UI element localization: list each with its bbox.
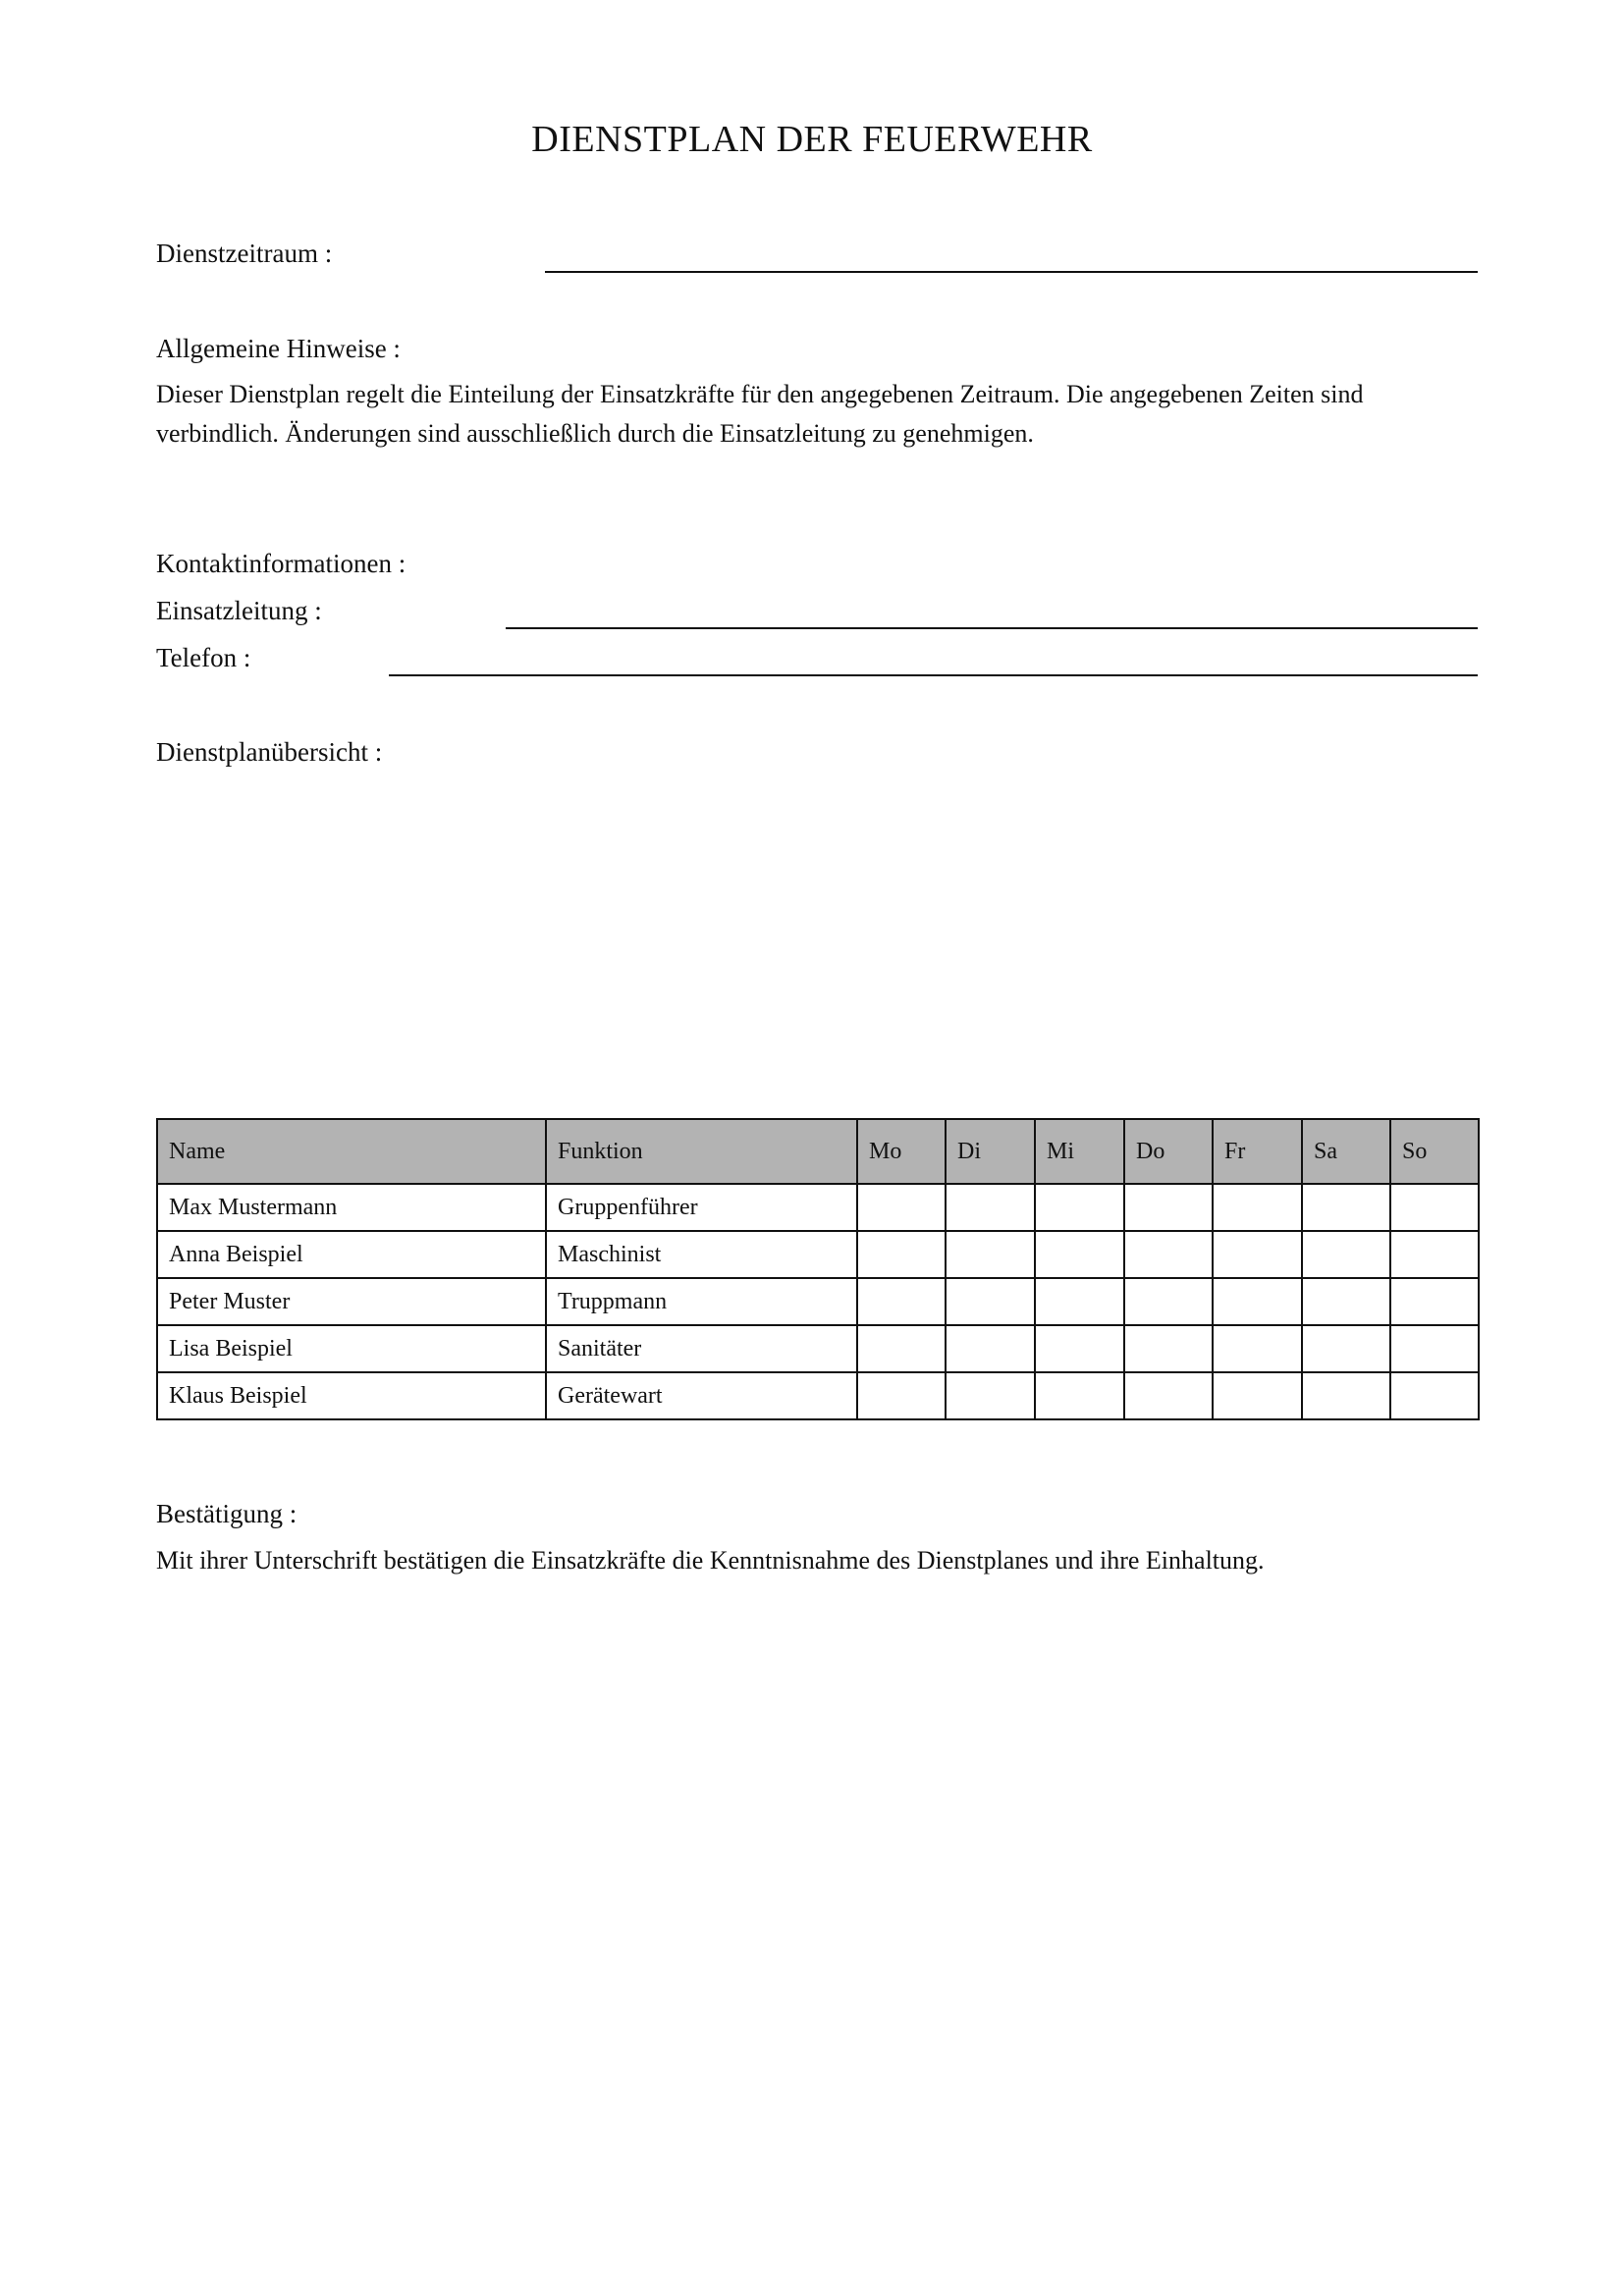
einsatzleitung-field[interactable] [506, 627, 1478, 629]
cell-di[interactable] [946, 1278, 1035, 1325]
cell-funktion: Sanitäter [546, 1325, 857, 1372]
cell-mo[interactable] [857, 1372, 946, 1419]
table-row [157, 1184, 1479, 1231]
cell-do[interactable] [1124, 1184, 1213, 1231]
cell-fr[interactable] [1213, 1278, 1302, 1325]
header-mo: Mo [857, 1119, 946, 1184]
table-header-row [157, 1119, 1479, 1184]
document-title: DIENSTPLAN DER FEUERWEHR [531, 119, 1093, 160]
cell-sa[interactable] [1302, 1325, 1390, 1372]
cell-di[interactable] [946, 1184, 1035, 1231]
header-do: Do [1124, 1119, 1213, 1184]
cell-di[interactable] [946, 1372, 1035, 1419]
cell-mo[interactable] [857, 1231, 946, 1278]
uebersicht-label: Dienstplanübersicht : [156, 737, 383, 767]
cell-name: Anna Beispiel [157, 1231, 546, 1278]
cell-so[interactable] [1390, 1231, 1479, 1278]
cell-mi[interactable] [1035, 1372, 1124, 1419]
cell-funktion: Maschinist [546, 1231, 857, 1278]
cell-name: Lisa Beispiel [157, 1325, 546, 1372]
table-row [157, 1278, 1479, 1325]
cell-sa[interactable] [1302, 1278, 1390, 1325]
cell-name: Peter Muster [157, 1278, 546, 1325]
cell-do[interactable] [1124, 1325, 1213, 1372]
table-row [157, 1325, 1479, 1372]
header-name: Name [157, 1119, 546, 1184]
cell-mi[interactable] [1035, 1231, 1124, 1278]
cell-di[interactable] [946, 1325, 1035, 1372]
cell-sa[interactable] [1302, 1372, 1390, 1419]
cell-sa[interactable] [1302, 1184, 1390, 1231]
cell-fr[interactable] [1213, 1231, 1302, 1278]
header-funktion: Funktion [546, 1119, 857, 1184]
cell-fr[interactable] [1213, 1184, 1302, 1231]
bestaetigung-text: Mit ihrer Unterschrift bestätigen die Einsatzkräfte die Kenntnisnahme des Dienstplanes und ihre Einhaltung. [156, 1546, 1265, 1575]
dienstplan-table [156, 1118, 1480, 1420]
dienstzeitraum-label: Dienstzeitraum : [156, 239, 333, 268]
cell-sa[interactable] [1302, 1231, 1390, 1278]
hinweise-label: Allgemeine Hinweise : [156, 334, 401, 363]
table-row [157, 1372, 1479, 1419]
hinweise-text: Dieser Dienstplan regelt die Einteilung der Einsatzkräfte für den angegebenen Zeitraum. Die angegebenen Zeiten sind verbindlich. Änderungen sind ausschließlich durch die Einsatzleitung zu genehmigen. [156, 380, 1364, 448]
table-row [157, 1231, 1479, 1278]
kontakt-label: Kontaktinformationen : [156, 549, 406, 578]
header-so: So [1390, 1119, 1479, 1184]
cell-mo[interactable] [857, 1325, 946, 1372]
cell-so[interactable] [1390, 1278, 1479, 1325]
bestaetigung-label: Bestätigung : [156, 1499, 298, 1528]
einsatzleitung-label: Einsatzleitung : [156, 596, 322, 625]
cell-name: Max Mustermann [157, 1184, 546, 1231]
cell-mo[interactable] [857, 1184, 946, 1231]
telefon-label: Telefon : [156, 643, 251, 672]
cell-name: Klaus Beispiel [157, 1372, 546, 1419]
cell-di[interactable] [946, 1231, 1035, 1278]
dienstzeitraum-field[interactable] [545, 271, 1478, 273]
cell-funktion: Truppmann [546, 1278, 857, 1325]
cell-mo[interactable] [857, 1278, 946, 1325]
header-di: Di [946, 1119, 1035, 1184]
cell-mi[interactable] [1035, 1278, 1124, 1325]
cell-so[interactable] [1390, 1325, 1479, 1372]
cell-funktion: Gerätewart [546, 1372, 857, 1419]
cell-fr[interactable] [1213, 1372, 1302, 1419]
cell-so[interactable] [1390, 1184, 1479, 1231]
header-sa: Sa [1302, 1119, 1390, 1184]
cell-do[interactable] [1124, 1372, 1213, 1419]
cell-do[interactable] [1124, 1231, 1213, 1278]
cell-mi[interactable] [1035, 1325, 1124, 1372]
cell-so[interactable] [1390, 1372, 1479, 1419]
telefon-field[interactable] [389, 674, 1478, 676]
header-fr: Fr [1213, 1119, 1302, 1184]
header-mi: Mi [1035, 1119, 1124, 1184]
cell-fr[interactable] [1213, 1325, 1302, 1372]
cell-do[interactable] [1124, 1278, 1213, 1325]
cell-mi[interactable] [1035, 1184, 1124, 1231]
cell-funktion: Gruppenführer [546, 1184, 857, 1231]
